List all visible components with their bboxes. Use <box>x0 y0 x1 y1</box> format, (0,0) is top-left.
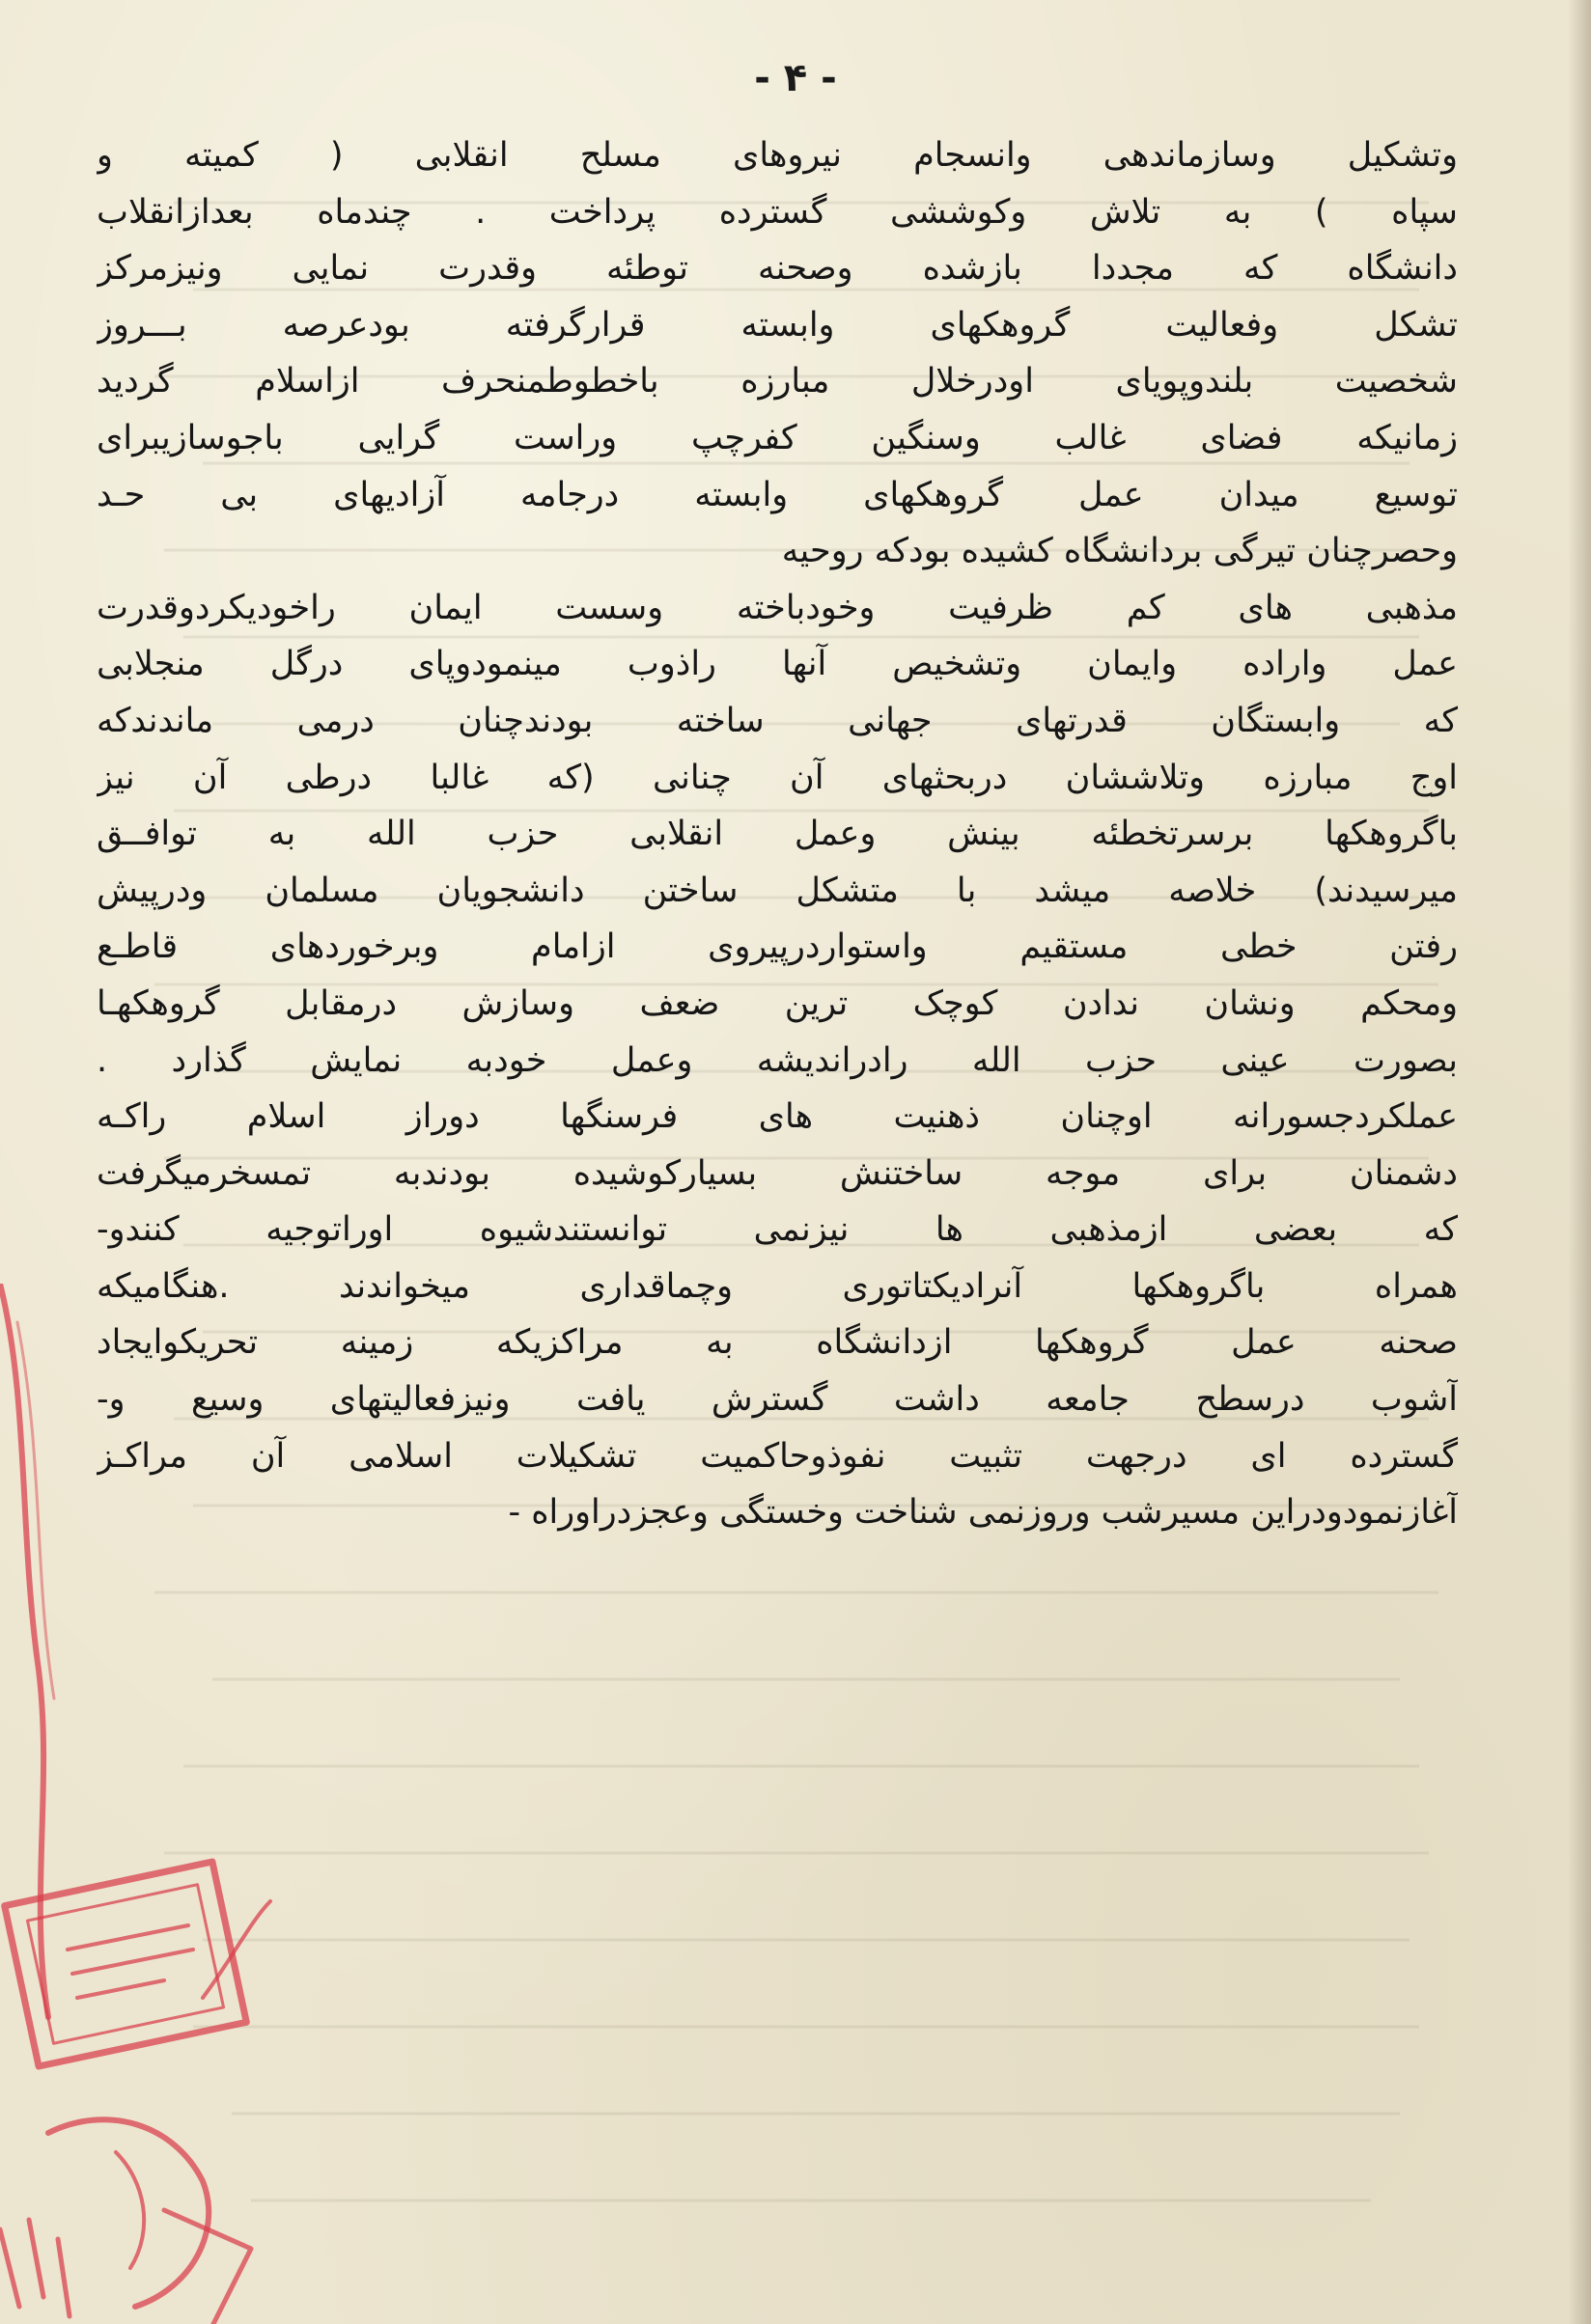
text-line: صحنه عمل گروهکها ازدانشگاه به مراکزیکه زمینه تحریکوایجاد <box>97 1323 1458 1363</box>
text-line: آشوب درسطح جامعه داشت گسترش یافت ونیزفعالیتهای وسیع و- <box>97 1380 1458 1420</box>
text-line: بصورت عینی حزب الله رادراندیشه وعمل خودبه نمایش گذارد . <box>97 1040 1458 1080</box>
text-line: ومحکم ونشان ندادن کوچک ترین ضعف وسازش درمقابل گروهکهـا <box>97 983 1458 1023</box>
text-line: که بعضی ازمذهبی ها نیزنمی توانستندشیوه اوراتوجیه کنندو- <box>97 1210 1458 1250</box>
text-line: عملکردجسورانه اوچنان ذهنیت های فرسنگها دوراز اسلام راکـه <box>97 1097 1458 1137</box>
text-line: سپاه ) به تلاش وکوششی گسترده پرداخت . چندماه بعدازانقلاب <box>97 192 1458 232</box>
text-line: که وابستگان قدرتهای جهانی ساخته بودندچنان درمی ماندندکه <box>97 701 1458 740</box>
body-text <box>97 127 1458 1541</box>
text-line: میرسیدند) خلاصه میشد با متشکل ساختن دانشجویان مسلمان ودرپیش <box>97 871 1458 910</box>
text-line: دشمنان برای موجه ساختنش بسیارکوشیده بودندبه تمسخرمیگرفت <box>97 1153 1458 1193</box>
text-line: گسترده ای درجهت تثبیت نفوذوحاکمیت تشکیلات اسلامی آن مراکـز <box>97 1436 1458 1476</box>
text-line: دانشگاه که مجددا بازشده وصحنه توطئه وقدرت نمایی ونیزمرکز <box>97 249 1458 289</box>
text-line: رفتن خطی مستقیم واستواردرپیروی ازامام وبرخوردهای قاطـع <box>97 927 1458 967</box>
scan-edge-shadow <box>1568 0 1591 2324</box>
text-line: وحصرچنان تیرگی بردانشگاه کشیده بودکه روحیه <box>781 532 1458 571</box>
text-line: زمانیکه فضای غالب وسنگین کفرچپ وراست گرایی باجوسازیبرای <box>97 418 1458 457</box>
text-line: شخصیت بلندوپویای اودرخلال مبارزه باخطوطمنحرف ازاسلام گردید <box>97 362 1458 401</box>
text-line: باگروهکها برسرتخطئه بینش وعمل انقلابی حزب الله به توافــق <box>97 815 1458 854</box>
text-line: آغازنمودودراین مسیرشب وروزنمی شناخت وخستگی وعجزدراوراه - <box>508 1493 1458 1533</box>
text-line: توسیع میدان عمل گروهکهای وابسته درجامه آزادیهای بی حـد <box>97 475 1458 514</box>
page-number: - ۴ - <box>754 56 837 100</box>
text-line: مذهبی های کم ظرفیت وخودباخته وسست ایمان راخودیکردوقدرت <box>97 588 1458 627</box>
text-line: اوج مبارزه وتلاششان دربحثهای آن چنانی (که غالبا درطی آن نیز <box>97 758 1458 797</box>
text-line: عمل واراده وایمان وتشخیص آنها راذوب مینمودوپای درگل منجلابی <box>97 645 1458 684</box>
text-line: وتشکیل وسازماندهی وانسجام نیروهای مسلح انقلابی ( کمیته و <box>97 136 1458 175</box>
text-line: تشکل وفعالیت گروهکهای وابسته قرارگرفته بودعرصه بـــروز <box>97 305 1458 345</box>
text-line: همراه باگروهکها آنرادیکتاتوری وچماقداری میخواندند .هنگامیکه <box>97 1266 1458 1306</box>
